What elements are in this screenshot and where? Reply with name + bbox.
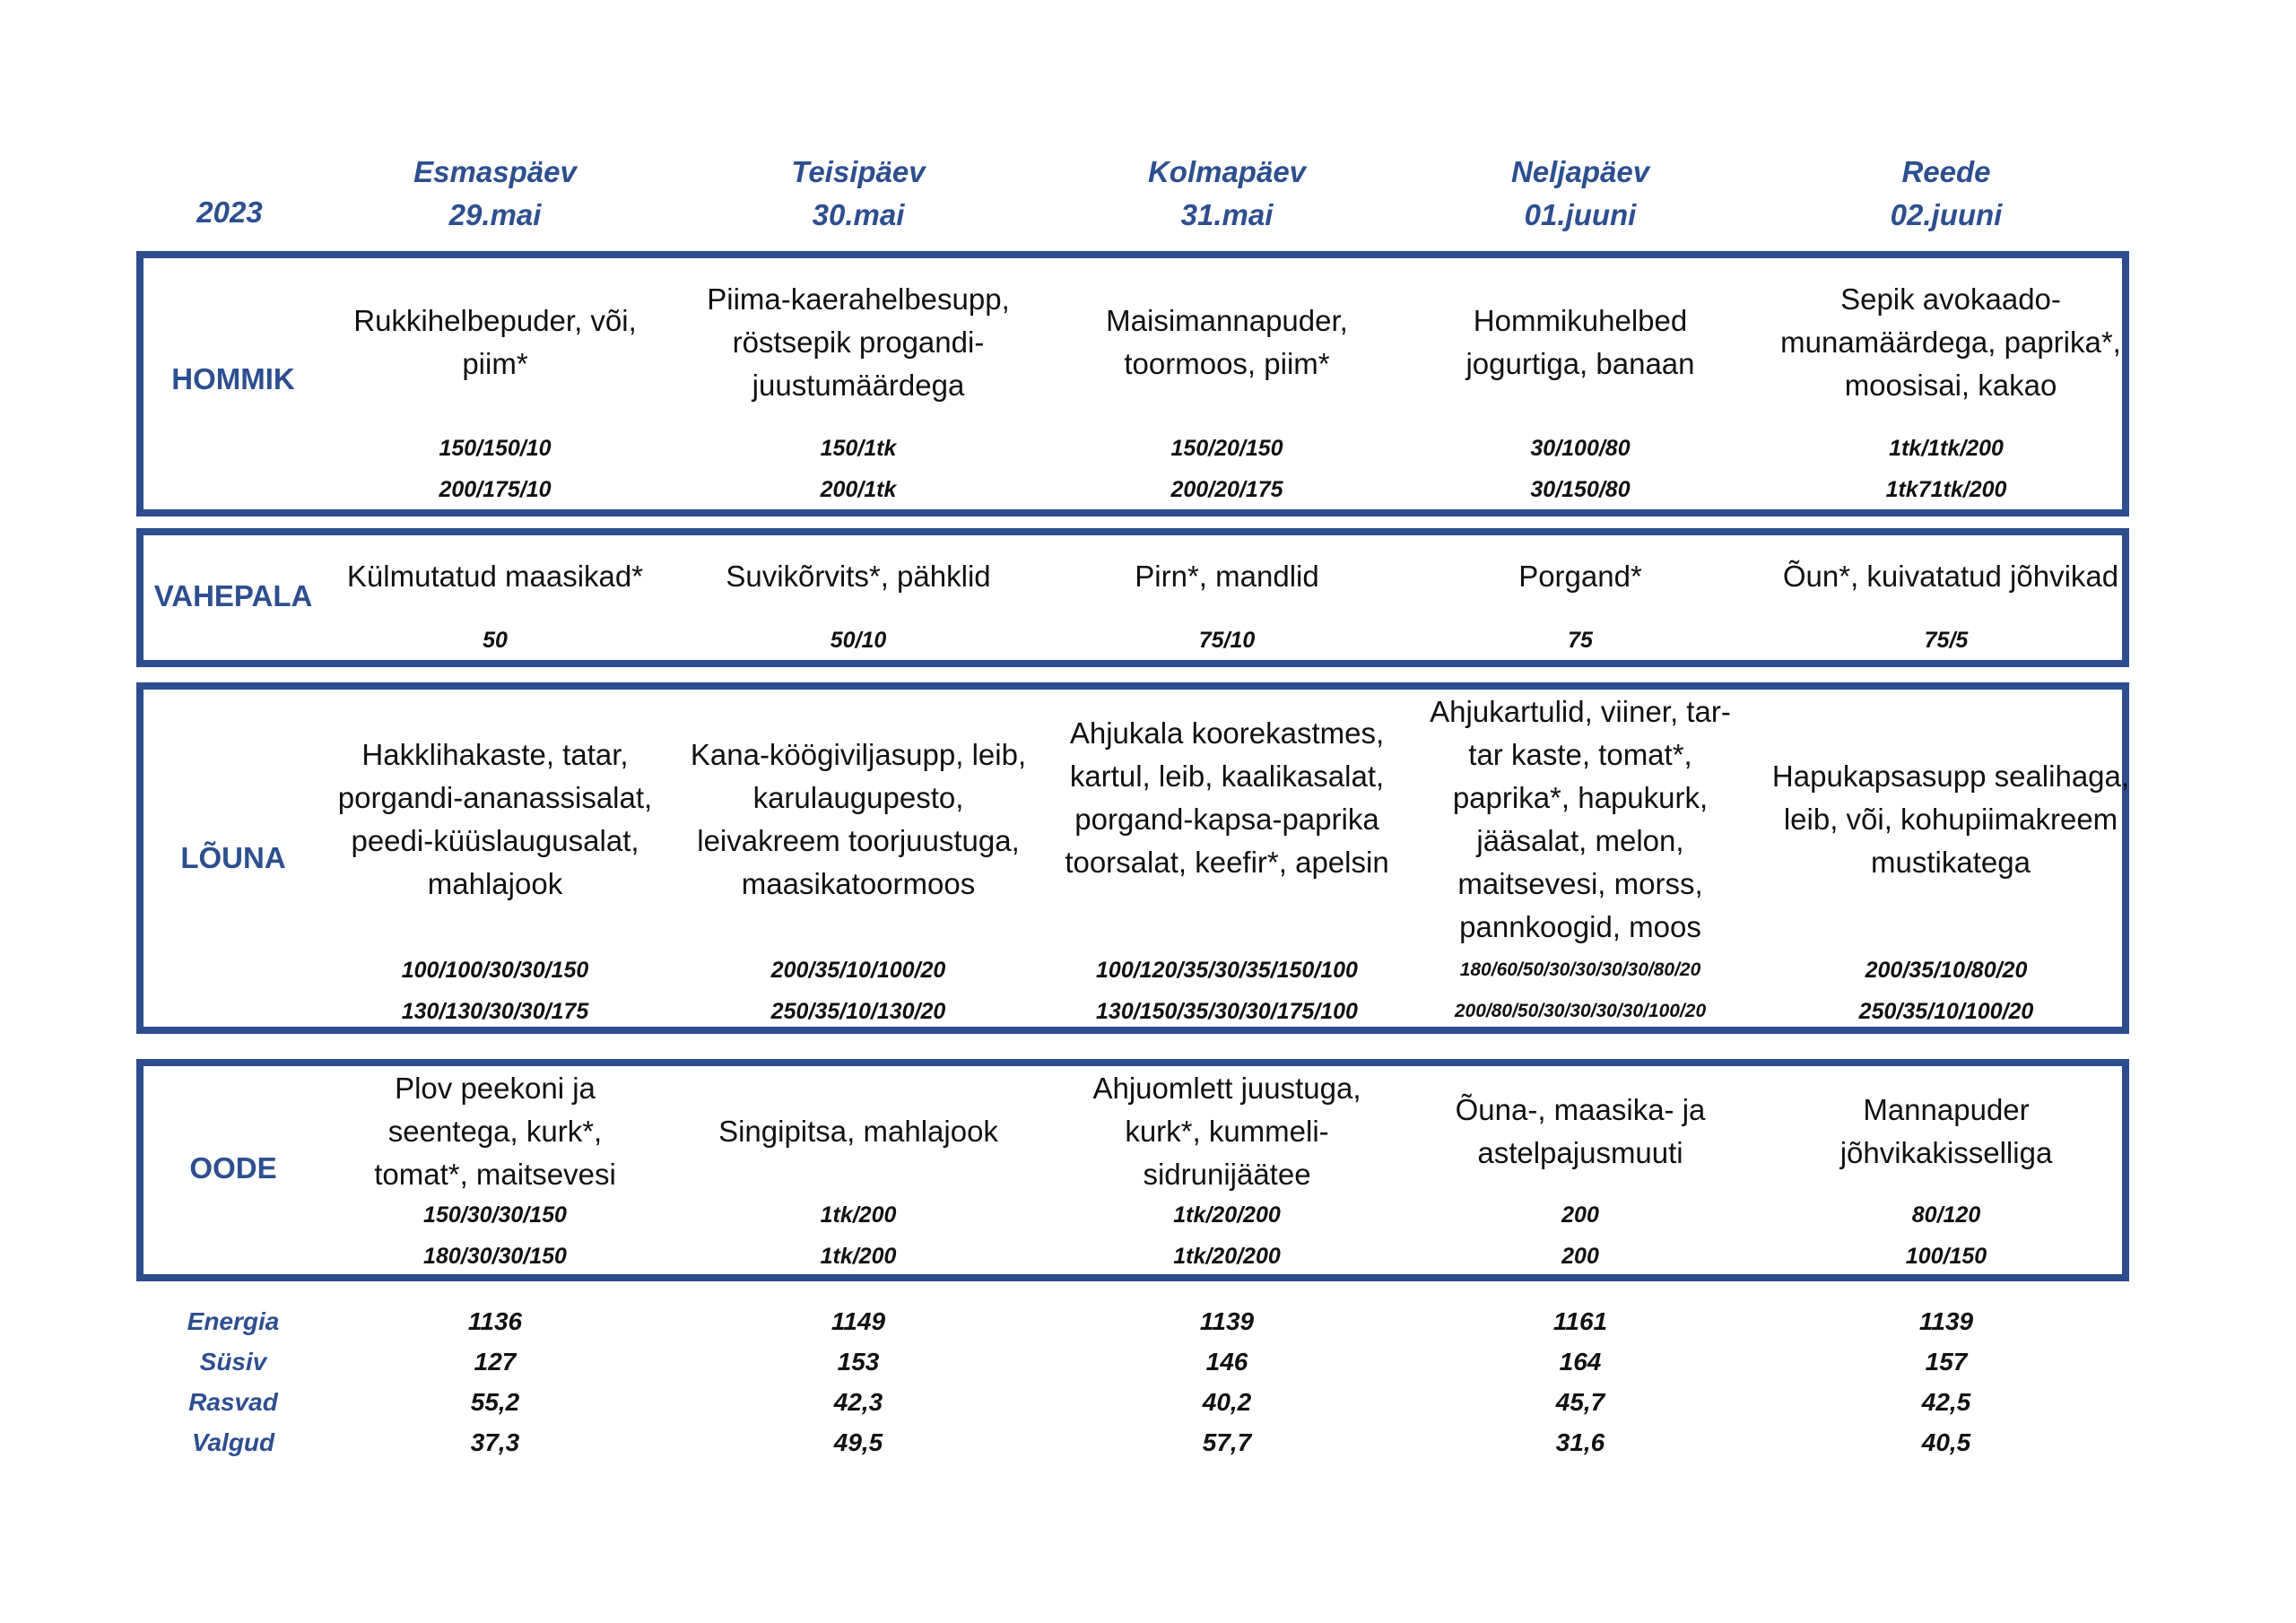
day-name: Reede [1901, 155, 1991, 188]
portion-lunch-wed-2: 130/150/35/30/30/175/100 [1096, 999, 1358, 1024]
portion-snack-fri: 75/5 [1924, 628, 1969, 653]
portion-lunch-thu-2: 200/80/50/30/30/30/30/100/20 [1454, 1001, 1707, 1021]
nutrition-label-carbs: Süsiv [199, 1348, 267, 1376]
dish-snack-fri: Õun*, kuivatatud jõhvikad [1782, 560, 2119, 593]
dish-snack-wed: Pirn*, mandlid [1135, 560, 1319, 593]
dish-lunch-thu: Ahjukartulid, viiner, tar-tar kaste, tomat*, paprika*, hapukurk, jääsalat, melon, maitsevesi, morss, pannkoogid, moos [1430, 695, 1731, 943]
portion-afternoon-fri-2: 100/150 [1905, 1244, 1987, 1269]
portion-lunch-fri-2: 250/35/10/100/20 [1858, 999, 2034, 1024]
day-date: 01.juuni [1524, 198, 1637, 231]
dish-lunch-wed: Ahjukala koorekastmes, kartul, leib, kaalikasalat, porgand-kapsa-paprika toorsalat, keefir*, apelsin [1065, 716, 1389, 879]
dish-breakfast-wed: Maisimannapuder, toormoos, piim* [1106, 304, 1348, 380]
portion-breakfast-thu-1: 30/100/80 [1530, 436, 1631, 461]
day-header-friday [1767, 151, 2126, 237]
day-date: 02.juuni [1890, 198, 2003, 231]
portion-breakfast-wed-1: 150/20/150 [1170, 436, 1283, 461]
portion-breakfast-thu-2: 30/150/80 [1530, 477, 1631, 502]
portion-breakfast-wed-2: 200/20/175 [1170, 477, 1283, 502]
portion-afternoon-fri-1: 80/120 [1911, 1202, 1981, 1228]
meal-label-afternoon-snack: OODE [189, 1151, 277, 1185]
nutrition-label-energy: Energia [187, 1307, 280, 1335]
dish-breakfast-tue: Piima-kaerahelbesupp, röstsepik progandi-juustumäärdega [707, 282, 1010, 402]
nutrition-protein-wed: 57,7 [1202, 1428, 1252, 1456]
day-name: Neljapäev [1510, 155, 1650, 188]
nutrition-energy-thu: 1161 [1552, 1307, 1608, 1335]
dish-afternoon-tue: Singipitsa, mahlajook [718, 1115, 998, 1148]
nutrition-energy-mon: 1136 [467, 1307, 523, 1335]
meal-label-breakfast: HOMMIK [171, 362, 295, 395]
dish-breakfast-fri: Sepik avokaado-munamäärdega, paprika*, moosisai, kakao [1780, 282, 2121, 402]
dish-lunch-mon: Hakklihakaste, tatar, porgandi-ananassisalat, peedi-küüslaugusalat, mahlajook [337, 738, 653, 900]
nutrition-carbs-wed: 146 [1205, 1348, 1248, 1376]
nutrition-fat-thu: 45,7 [1555, 1388, 1605, 1416]
portion-lunch-mon-1: 100/100/30/30/150 [401, 958, 589, 983]
portion-lunch-tue-1: 200/35/10/100/20 [770, 958, 946, 983]
nutrition-fat-fri: 42,5 [1921, 1388, 1971, 1416]
portion-breakfast-mon-1: 150/150/10 [439, 436, 552, 461]
nutrition-carbs-thu: 164 [1559, 1348, 1602, 1376]
portion-breakfast-tue-1: 150/1tk [820, 436, 897, 461]
portion-afternoon-wed-2: 1tk/20/200 [1173, 1244, 1281, 1269]
portion-afternoon-tue-1: 1tk/200 [820, 1202, 897, 1228]
portion-snack-mon: 50 [483, 628, 508, 653]
nutrition-energy-wed: 1139 [1199, 1307, 1255, 1335]
nutrition-protein-tue: 49,5 [833, 1428, 883, 1456]
day-name: Kolmapäev [1147, 155, 1307, 188]
nutrition-fat-mon: 55,2 [470, 1388, 520, 1416]
portion-lunch-wed-1: 100/120/35/30/35/150/100 [1096, 958, 1358, 983]
portion-breakfast-mon-2: 200/175/10 [439, 477, 552, 502]
portion-lunch-tue-2: 250/35/10/130/20 [770, 999, 946, 1024]
dish-afternoon-thu: Õuna-, maasika- ja astelpajusmuuti [1455, 1093, 1706, 1169]
day-date: 29.mai [448, 198, 542, 231]
nutrition-protein-fri: 40,5 [1921, 1428, 1971, 1456]
portion-snack-thu: 75 [1568, 628, 1593, 653]
meal-label-snack: VAHEPALA [153, 579, 313, 612]
portion-afternoon-mon-1: 150/30/30/150 [423, 1202, 567, 1228]
portion-breakfast-tue-2: 200/1tk [820, 477, 897, 502]
nutrition-carbs-fri: 157 [1925, 1348, 1968, 1376]
portion-lunch-fri-1: 200/35/10/80/20 [1865, 958, 2028, 983]
dish-lunch-tue: Kana-köögiviljasupp, leib, karulaugupesto, leivakreem toorjuustuga, maasikatoormoos [690, 738, 1027, 900]
portion-lunch-mon-2: 130/130/30/30/175 [401, 999, 589, 1024]
dish-breakfast-thu: Hommikuhelbed jogurtiga, banaan [1465, 304, 1695, 380]
portion-snack-wed: 75/10 [1198, 628, 1256, 653]
portion-afternoon-mon-2: 180/30/30/150 [423, 1244, 567, 1269]
year-label: 2023 [196, 195, 263, 229]
dish-snack-mon: Külmutatud maasikad* [346, 560, 644, 593]
nutrition-protein-mon: 37,3 [470, 1428, 520, 1456]
portion-breakfast-fri-1: 1tk/1tk/200 [1889, 436, 2004, 461]
day-header-monday [316, 151, 674, 237]
nutrition-energy-tue: 1149 [831, 1307, 886, 1335]
day-header-wednesday [1048, 151, 1406, 237]
meal-label-lunch: LÕUNA [180, 841, 286, 874]
day-name: Teisipäev [791, 155, 926, 188]
portion-snack-tue: 50/10 [830, 628, 887, 653]
nutrition-fat-tue: 42,3 [833, 1388, 883, 1416]
portion-afternoon-thu-2: 200 [1561, 1244, 1599, 1269]
nutrition-protein-thu: 31,6 [1555, 1428, 1605, 1456]
nutrition-label-protein: Valgud [191, 1428, 275, 1456]
portion-afternoon-thu-1: 200 [1561, 1202, 1599, 1228]
dish-snack-tue: Suvikõrvits*, pähklid [726, 560, 991, 593]
dish-afternoon-fri: Mannapuder jõhvikakisselliga [1839, 1093, 2053, 1169]
dish-lunch-fri: Hapukapsasupp sealihaga, leib, või, kohupiimakreem mustikatega [1771, 759, 2130, 879]
day-name: Esmaspäev [413, 155, 577, 188]
nutrition-label-fat: Rasvad [188, 1388, 278, 1416]
nutrition-fat-wed: 40,2 [1202, 1388, 1252, 1416]
portion-breakfast-fri-2: 1tk71tk/200 [1885, 477, 2007, 502]
dish-afternoon-wed: Ahjuomlett juustuga, kurk*, kummeli-sidrunijäätee [1092, 1072, 1361, 1191]
nutrition-energy-fri: 1139 [1918, 1307, 1974, 1335]
day-date: 30.mai [812, 198, 905, 231]
day-header-thursday [1401, 151, 1760, 237]
portion-lunch-thu-1: 180/60/50/30/30/30/30/80/20 [1459, 959, 1701, 980]
dish-snack-thu: Porgand* [1518, 560, 1642, 593]
nutrition-carbs-tue: 153 [837, 1348, 880, 1376]
portion-afternoon-wed-1: 1tk/20/200 [1173, 1202, 1281, 1228]
dish-afternoon-mon: Plov peekoni ja seentega, kurk*, tomat*, maitsevesi [374, 1072, 616, 1191]
day-date: 31.mai [1180, 198, 1274, 231]
day-header-tuesday [679, 151, 1038, 237]
portion-afternoon-tue-2: 1tk/200 [820, 1244, 897, 1269]
nutrition-carbs-mon: 127 [474, 1348, 517, 1376]
dish-breakfast-mon: Rukkihelbepuder, või, piim* [353, 304, 637, 380]
